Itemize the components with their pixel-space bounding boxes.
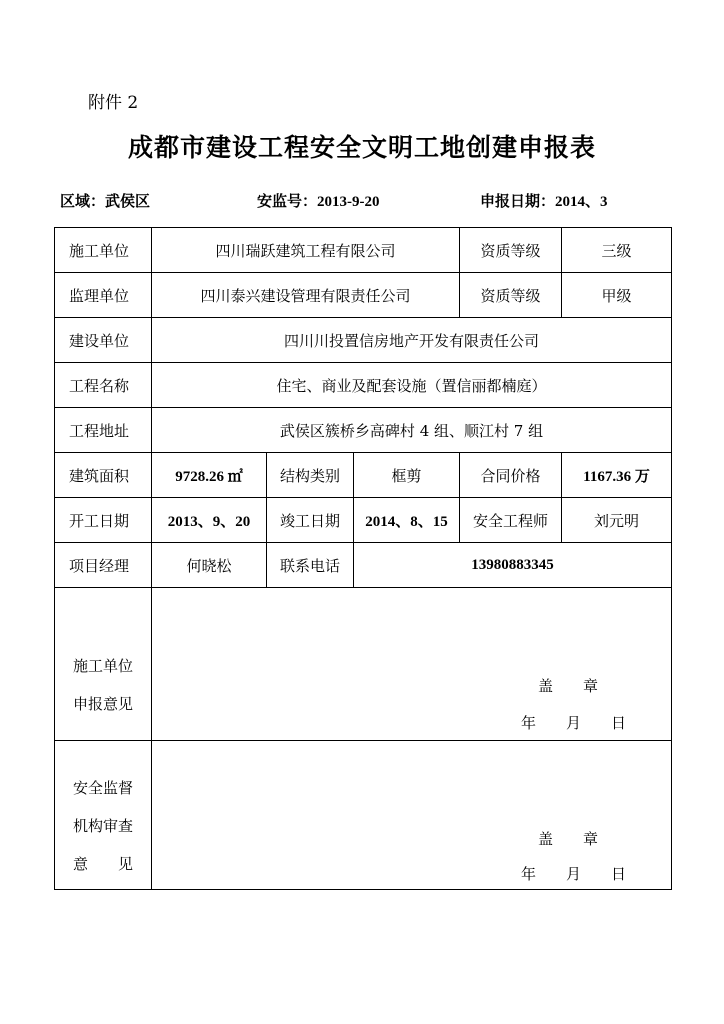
area-value: 9728.26 ㎡ — [152, 453, 267, 498]
table-row-project-address — [55, 408, 672, 453]
region-value: 武侯区 — [105, 192, 151, 210]
table-row-contractor-opinion — [55, 588, 672, 741]
supervision-value: 2013-9-20 — [317, 194, 380, 210]
contractor-date-line: 年 月 日 — [521, 714, 627, 732]
project-name-label: 工程名称 — [55, 363, 152, 408]
project-address-value: 武侯区簇桥乡高碑村 4 组、顺江村 7 组 — [152, 408, 672, 453]
authority-date-line: 年 月 日 — [521, 865, 627, 883]
report-date-value: 2014、3 — [555, 194, 608, 210]
contractor-opinion-label-line1: 施工单位 — [72, 657, 133, 675]
attachment-label: 附件 2 — [88, 93, 139, 113]
project-manager-value: 何晓松 — [152, 543, 267, 588]
table-row-project-name — [55, 363, 672, 408]
phone-label: 联系电话 — [267, 543, 354, 588]
authority-opinion-field[interactable] — [152, 741, 672, 890]
start-date-label: 开工日期 — [55, 498, 152, 543]
contractor-value: 四川瑞跃建筑工程有限公司 — [152, 228, 460, 273]
region-label: 区域： — [60, 192, 106, 210]
structure-label: 结构类别 — [267, 453, 354, 498]
page-title: 成都市建设工程安全文明工地创建申报表 — [127, 133, 596, 162]
table-row-manager — [55, 543, 672, 588]
structure-value: 框剪 — [354, 453, 460, 498]
application-form-table — [54, 227, 672, 890]
safety-engineer-label: 安全工程师 — [460, 498, 562, 543]
contractor-grade-label: 资质等级 — [460, 228, 562, 273]
contractor-opinion-field[interactable] — [152, 588, 672, 741]
developer-label: 建设单位 — [55, 318, 152, 363]
project-manager-label: 项目经理 — [55, 543, 152, 588]
completion-date-label: 竣工日期 — [267, 498, 354, 543]
contractor-opinion-label-line2: 申报意见 — [72, 695, 133, 713]
authority-opinion-label — [55, 741, 152, 890]
contractor-grade-value: 三级 — [562, 228, 672, 273]
supervisor-grade-label: 资质等级 — [460, 273, 562, 318]
report-date-field — [480, 190, 608, 211]
table-row-supervisor — [55, 273, 672, 318]
contract-price-label: 合同价格 — [460, 453, 562, 498]
supervisor-grade-value: 甲级 — [562, 273, 672, 318]
contractor-label: 施工单位 — [55, 228, 152, 273]
area-label: 建筑面积 — [55, 453, 152, 498]
start-date-value: 2013、9、20 — [152, 498, 267, 543]
supervision-label: 安监号： — [257, 192, 318, 210]
authority-opinion-label-line2: 机构审查 — [72, 817, 133, 835]
table-row-dates — [55, 498, 672, 543]
supervisor-label: 监理单位 — [55, 273, 152, 318]
region-field — [60, 190, 150, 211]
supervision-field — [257, 190, 380, 211]
phone-value: 13980883345 — [354, 543, 672, 588]
safety-engineer-value: 刘元明 — [562, 498, 672, 543]
authority-opinion-label-line3: 意 见 — [72, 855, 133, 873]
table-row-developer — [55, 318, 672, 363]
contractor-seal-label: 盖 章 — [538, 677, 599, 695]
supervisor-value: 四川泰兴建设管理有限责任公司 — [152, 273, 460, 318]
contractor-opinion-label — [55, 588, 152, 741]
table-row-area — [55, 453, 672, 498]
developer-value: 四川川投置信房地产开发有限责任公司 — [152, 318, 672, 363]
contract-price-value: 1167.36 万 — [562, 453, 672, 498]
project-address-label: 工程地址 — [55, 408, 152, 453]
project-name-value: 住宅、商业及配套设施（置信丽都楠庭） — [152, 363, 672, 408]
completion-date-value: 2014、8、15 — [354, 498, 460, 543]
authority-opinion-label-line1: 安全监督 — [72, 779, 133, 797]
report-date-label: 申报日期： — [480, 192, 556, 210]
table-row-authority-opinion — [55, 741, 672, 890]
authority-seal-label: 盖 章 — [538, 830, 599, 848]
table-row-contractor — [55, 228, 672, 273]
